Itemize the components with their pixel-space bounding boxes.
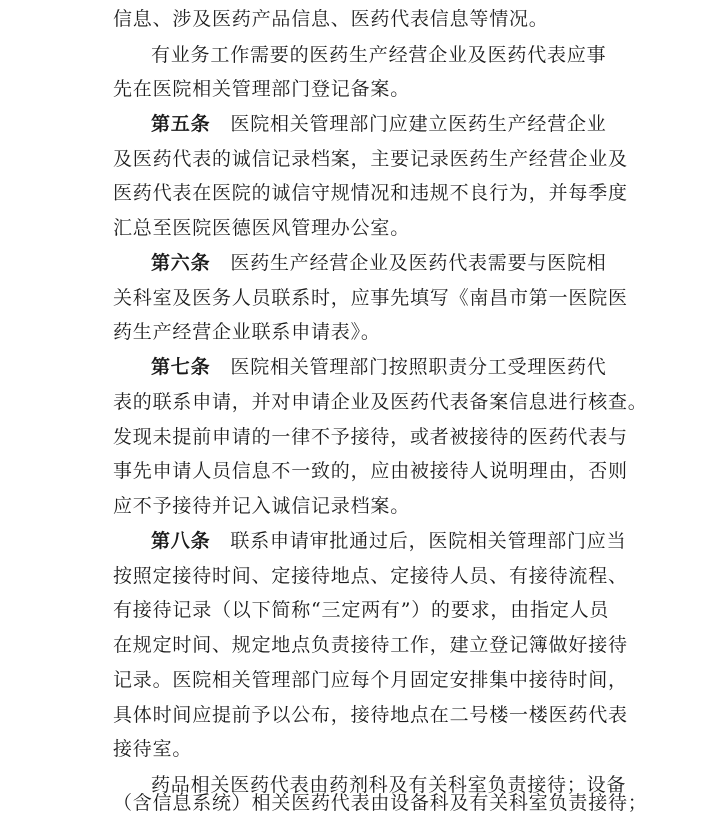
- text-line: 应不予接待并记入诚信记录档案。: [113, 495, 411, 517]
- text-line: 记录。医院相关管理部门应每个月固定安排集中接待时间，: [113, 669, 628, 691]
- text-line: 接待室。: [113, 738, 193, 760]
- text-line: 有接待记录（以下简称“三定两有”）的要求，由指定人员: [113, 599, 610, 621]
- article-7-first-line: [151, 350, 633, 384]
- text-line: 有业务工作需要的医药生产经营企业及医药代表应事: [151, 44, 607, 66]
- text-line: 医药代表在医院的诚信守规情况和违规不良行为，并每季度: [113, 182, 628, 204]
- text-line: 医院相关管理部门按照职责分工受理医药代: [230, 356, 607, 378]
- text-line: 关科室及医务人员联系时，应事先填写《南昌市第一医院医: [113, 287, 628, 309]
- text-line: 事先申请人员信息不一致的，应由被接待人说明理由，否则: [113, 460, 628, 482]
- text-line: 在规定时间、规定地点负责接待工作，建立登记簿做好接待: [113, 634, 628, 656]
- text-line: 及医药代表的诚信记录档案，主要记录医药生产经营企业及: [113, 148, 628, 170]
- article-6-number: 第六条: [151, 252, 211, 274]
- text-line: 汇总至医院医德医风管理办公室。: [113, 217, 411, 239]
- article-5-number: 第五条: [151, 113, 211, 135]
- text-line: 医药生产经营企业及医药代表需要与医院相: [230, 252, 607, 274]
- text-line: 发现未提前申请的一律不予接待，或者被接待的医药代表与: [113, 426, 628, 448]
- article-5-first-line: [151, 107, 633, 141]
- text-line: 联系申请审批通过后，医院相关管理部门应当: [230, 530, 627, 552]
- text-line: 按照定接待时间、定接待地点、定接待人员、有接待流程、: [113, 565, 628, 587]
- article-8-number: 第八条: [151, 530, 211, 552]
- text-line: （含信息系统）相关医药代表由设备科及有关科室负责接待；: [113, 792, 648, 814]
- text-line: 医院相关管理部门应建立医药生产经营企业: [230, 113, 607, 135]
- text-line: 具体时间应提前予以公布，接待地点在二号楼一楼医药代表: [113, 704, 628, 726]
- text-line: 药品相关医药代表由药剂科及有关科室负责接待；设备: [151, 774, 627, 796]
- text-line: 药生产经营企业联系申请表》。: [113, 321, 381, 343]
- text-line: 信息、涉及医药产品信息、医药代表信息等情况。: [113, 8, 549, 30]
- article-8-first-line: [151, 524, 633, 558]
- text-line: 先在医院相关管理部门登记备案。: [113, 78, 411, 100]
- article-6-first-line: [151, 246, 633, 280]
- text-line: 表的联系申请，并对申请企业及医药代表备案信息进行核查。: [113, 391, 648, 413]
- article-7-number: 第七条: [151, 356, 211, 378]
